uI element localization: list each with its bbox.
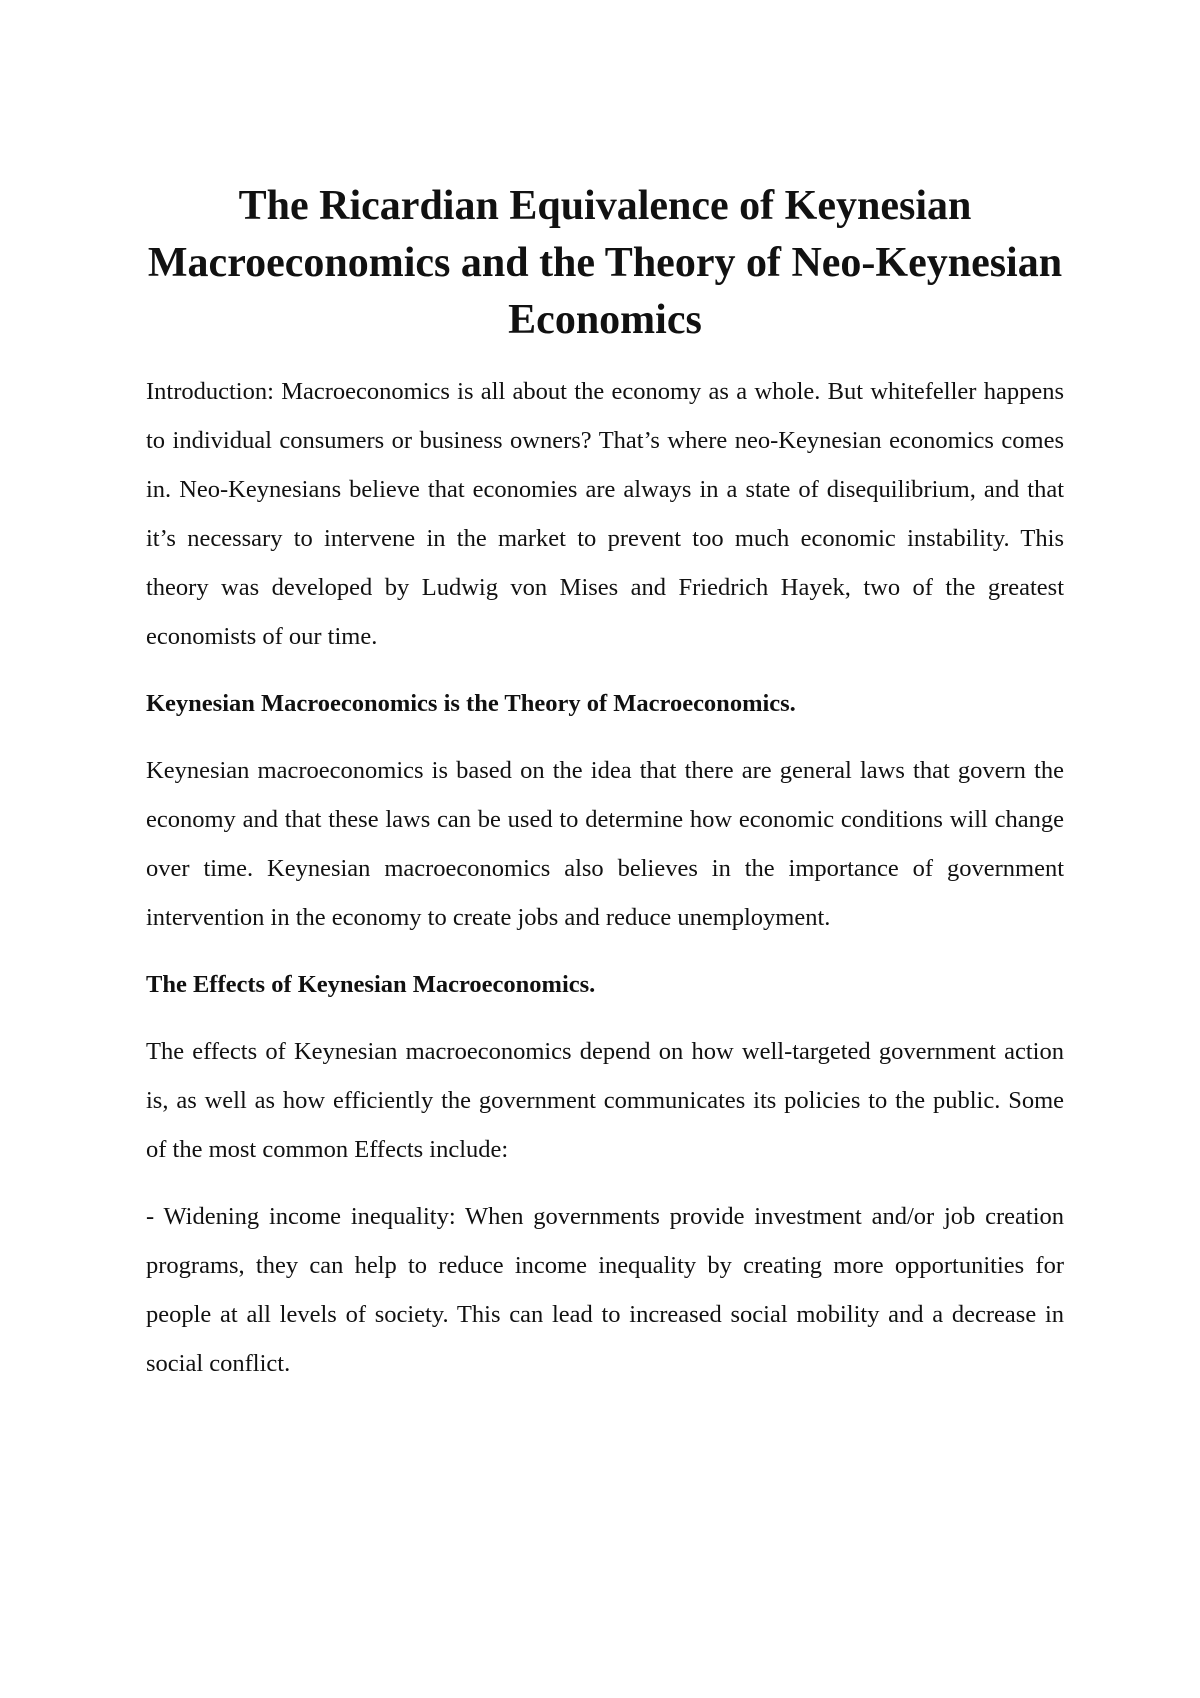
theory-paragraph: Keynesian macroeconomics is based on the idea that there are general laws that govern the economy and that these laws can be used to determine how economic conditions will change over time. Keynesian macroeconomics also believes in the importance of government intervention in the economy to create jobs and reduce unemployment. [146,757,1064,931]
section-heading-theory: Keynesian Macroeconomics is the Theory of Macroeconomics. [146,690,796,717]
intro-paragraph: Introduction: Macroeconomics is all about the economy as a whole. But whitefeller happens to individual consumers or business owners? That’s where neo-Keynesian economics comes in. Neo-Keynesians believe that economies are always in a state of disequilibrium, and that it’s necessary to intervene in the market to prevent too much economic instability. This theory was developed by Ludwig von Mises and Friedrich Hayek, two of the greatest economists of our time. [146,378,1064,650]
section-heading-effects: The Effects of Keynesian Macroeconomics. [146,971,596,998]
effects-paragraph: The effects of Keynesian macroeconomics depend on how well-targeted government action is, as well as how efficiently the government communicates its policies to the public. Some of the most common Effects include: [146,1038,1064,1163]
income-inequality-paragraph: - Widening income inequality: When governments provide investment and/or job creation programs, they can help to reduce income inequality by creating more opportunities for people at all levels of society. This can lead to increased social mobility and a decrease in social conflict. [146,1203,1064,1377]
document-body [146,178,1064,1388]
document-title: The Ricardian Equivalence of Keynesian Macroeconomics and the Theory of Neo-Keynesian Economics [147,183,1063,343]
